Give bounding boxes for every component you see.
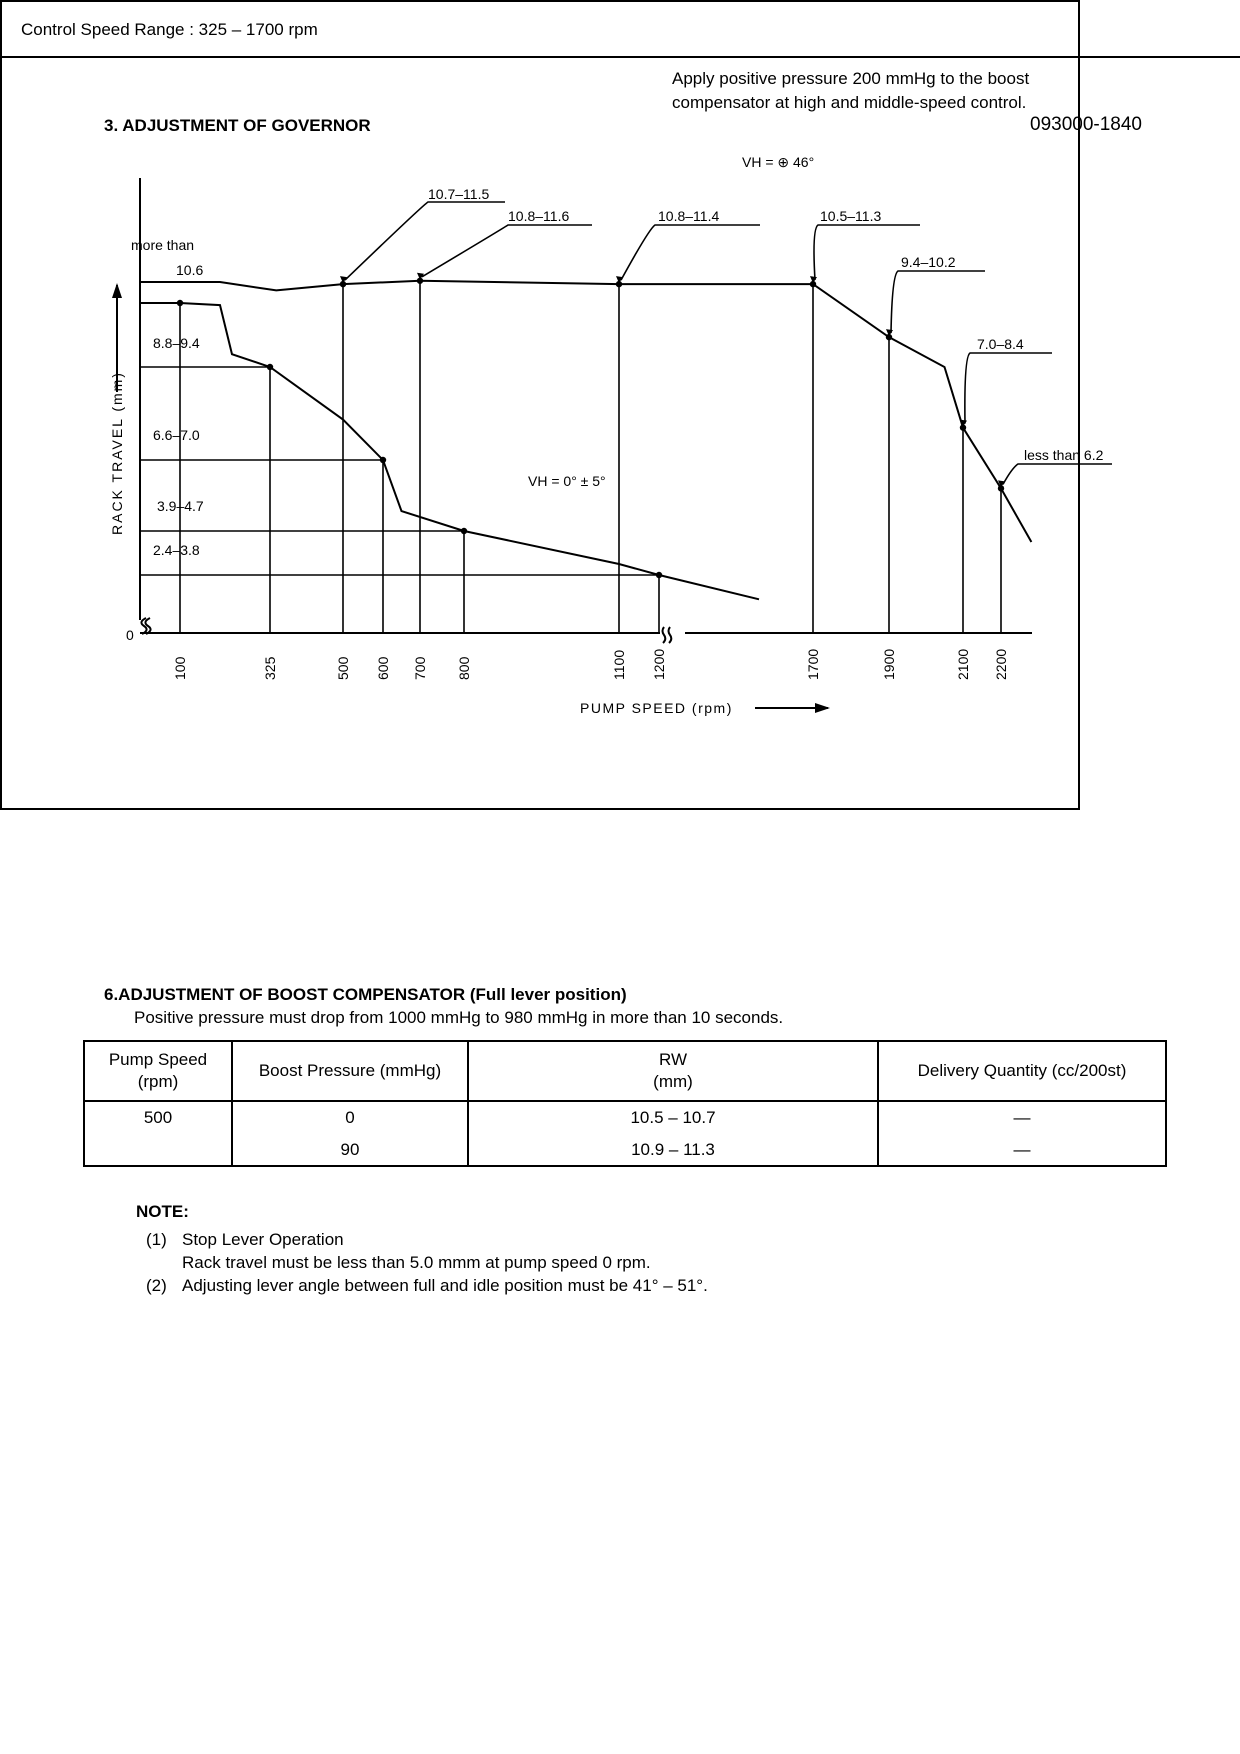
- idle-curve: [140, 303, 759, 599]
- range-label-leader: [621, 225, 760, 280]
- cell-boost-pressure: 0: [232, 1101, 468, 1134]
- chart-text: [109, 154, 1104, 716]
- range-label: 10.8–11.6: [508, 208, 570, 224]
- x-tick-label: 2200: [993, 648, 1009, 680]
- y-tick-label: 8.8–9.4: [153, 335, 200, 351]
- cell-rw: 10.9 – 11.3: [468, 1134, 878, 1167]
- series-label-idle: VH = 0° ± 5°: [528, 473, 606, 489]
- data-point: [380, 457, 386, 463]
- x-tick-label: 600: [375, 656, 391, 680]
- header-boost-pressure: Boost Pressure (mmHg): [232, 1041, 468, 1101]
- x-tick-label: 325: [262, 656, 278, 680]
- range-label: 10.5–11.3: [820, 208, 882, 224]
- series-label-high: VH = ⊕ 46°: [742, 154, 815, 170]
- x-tick-label: 500: [335, 656, 351, 680]
- y-tick-label: 6.6–7.0: [153, 427, 200, 443]
- header-text: Pump Speed: [108, 1050, 208, 1069]
- cell-pump-speed: 500: [84, 1101, 232, 1134]
- section6-description: Positive pressure must drop from 1000 mmHg to 980 mmHg in more than 10 seconds.: [134, 1008, 784, 1027]
- range-label: 9.4–10.2: [901, 254, 956, 270]
- boost-note-line: compensator at high and middle-speed control.: [672, 93, 1027, 112]
- document-code: 093000-1840: [1030, 114, 1142, 135]
- range-label-leader: [1003, 464, 1112, 484]
- note-text: Adjusting lever angle between full and idle position must be 41° – 51°.: [182, 1276, 708, 1295]
- cell-boost-pressure: 90: [232, 1134, 468, 1167]
- chart-markers: [112, 273, 1005, 713]
- header-rw: [468, 1041, 878, 1101]
- x-tick-label: 1200: [651, 648, 667, 680]
- x-tick-label: 700: [412, 656, 428, 680]
- chart-guide-lines: [140, 281, 1001, 633]
- header-text: (mm): [653, 1072, 693, 1091]
- chart-axes: [140, 178, 1032, 643]
- range-label-leader: [965, 353, 1052, 424]
- note-title: NOTE:: [136, 1202, 189, 1221]
- x-axis-break: [669, 627, 672, 643]
- cell-delivery: —: [878, 1134, 1166, 1167]
- range-label-leader: [891, 271, 985, 333]
- note-text: Stop Lever Operation: [182, 1230, 344, 1249]
- range-label: 10.7–11.5: [428, 186, 490, 202]
- section-title: 3. ADJUSTMENT OF GOVERNOR: [104, 116, 371, 135]
- header-text: (rpm): [137, 1072, 179, 1091]
- header-text: RW: [658, 1050, 687, 1069]
- range-label-leader: [814, 225, 920, 280]
- table-row: [84, 1101, 1166, 1134]
- y-tick-label: 2.4–3.8: [153, 542, 200, 558]
- x-tick-label: 1700: [805, 648, 821, 680]
- range-label: 7.0–8.4: [977, 336, 1024, 352]
- header-pump-speed: [84, 1041, 232, 1101]
- note-text: Rack travel must be less than 5.0 mmm at pump speed 0 rpm.: [182, 1253, 651, 1272]
- y-tick-label: 0: [126, 627, 134, 643]
- x-tick-label: 100: [172, 656, 188, 680]
- x-axis-title: PUMP SPEED (rpm): [580, 700, 733, 716]
- data-point: [656, 572, 662, 578]
- table-row: [84, 1134, 1166, 1167]
- cell-delivery: —: [878, 1101, 1166, 1134]
- range-label-leader: [422, 225, 592, 277]
- y-tick-label: 10.6: [176, 262, 204, 278]
- x-tick-label: 2100: [955, 648, 971, 680]
- x-tick-label: 800: [456, 656, 472, 680]
- header-delivery-quantity: Delivery Quantity (cc/200st): [878, 1041, 1166, 1101]
- control-speed-range: Control Speed Range : 325 – 1700 rpm: [21, 20, 318, 39]
- range-label: less than 6.2: [1024, 447, 1104, 463]
- high-speed-curve: [140, 281, 1031, 542]
- boost-note-line: Apply positive pressure 200 mmHg to the boost: [672, 69, 1030, 88]
- data-point: [177, 300, 183, 306]
- data-point: [461, 528, 467, 534]
- cell-pump-speed: [84, 1134, 232, 1167]
- y-tick-label: more than: [131, 237, 195, 253]
- note-number: (2): [146, 1276, 167, 1295]
- y-axis-title: RACK TRAVEL (mm): [109, 371, 125, 535]
- section6-title: 6.ADJUSTMENT OF BOOST COMPENSATOR (Full lever position): [104, 985, 627, 1004]
- data-point: [267, 364, 273, 370]
- chart-curves: [140, 281, 1031, 600]
- y-tick-label: 3.9–4.7: [157, 498, 204, 514]
- cell-rw: 10.5 – 10.7: [468, 1101, 878, 1134]
- x-tick-label: 1900: [881, 648, 897, 680]
- table-header-row: [84, 1041, 1166, 1101]
- note-number: (1): [146, 1230, 167, 1249]
- range-label: 10.8–11.4: [658, 208, 720, 224]
- x-tick-label: 1100: [611, 649, 627, 680]
- boost-compensator-table: [83, 1040, 1167, 1167]
- x-axis-break: [663, 627, 666, 643]
